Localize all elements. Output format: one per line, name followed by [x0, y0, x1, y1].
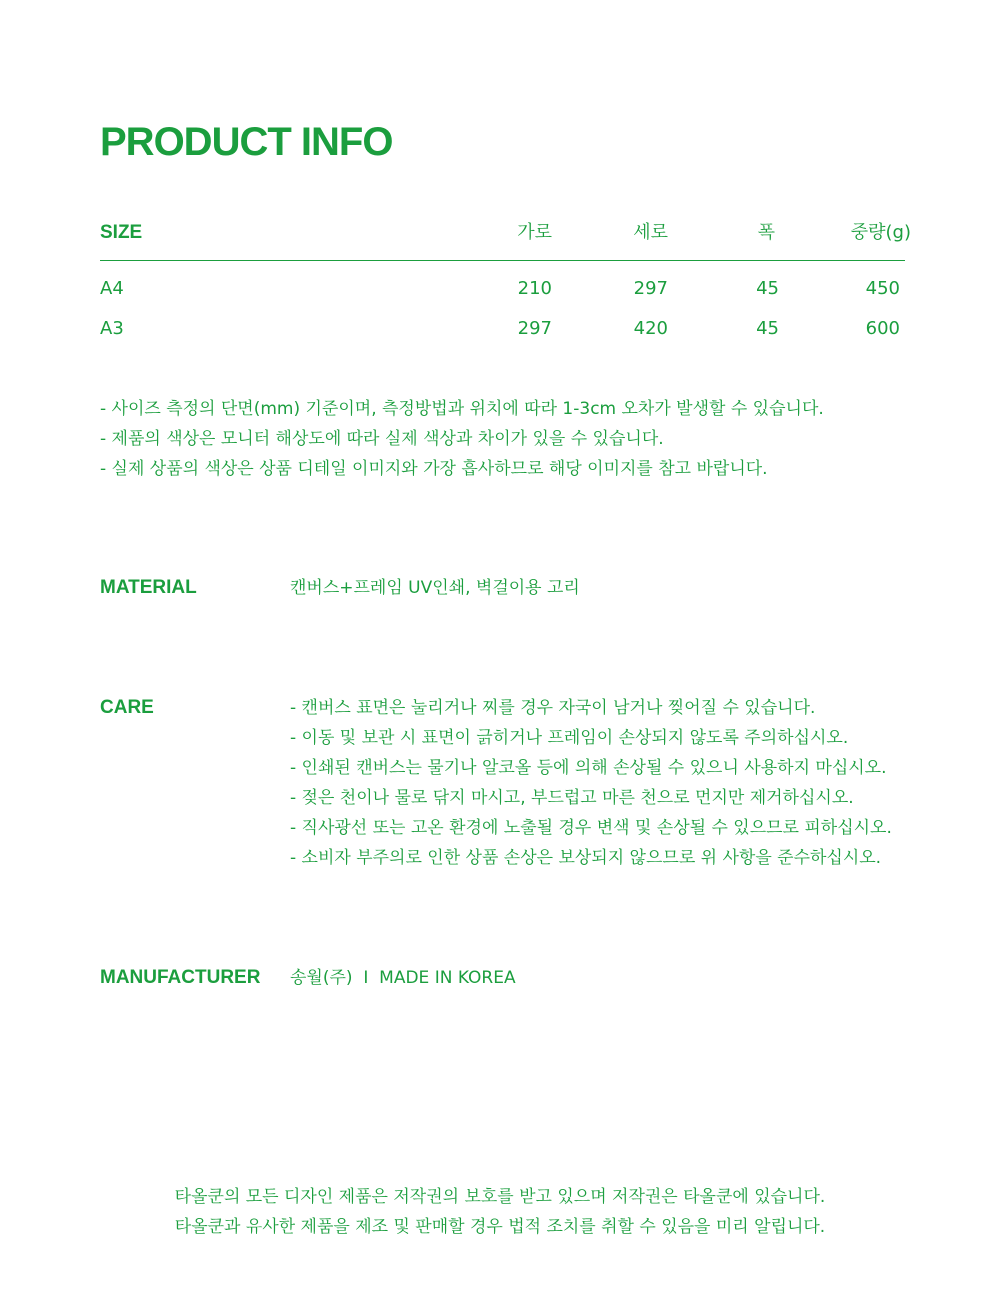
manufacturer-label: MANUFACTURER — [100, 967, 261, 988]
material-value: 캔버스+프레임 UV인쇄, 벽걸이용 고리 — [290, 578, 580, 598]
depth-value: 45 — [756, 318, 779, 339]
note-item: - 실제 상품의 색상은 상품 디테일 이미지와 가장 흡사하므로 해당 이미지를 참고 바랍니다. — [100, 459, 768, 479]
care-item: - 소비자 부주의로 인한 상품 손상은 보상되지 않으므로 위 사항을 준수하십시오. — [290, 848, 882, 868]
copyright-line: 타올쿤과 유사한 제품을 제조 및 판매할 경우 법적 조치를 취할 수 있음을 미리 알립니다. — [174, 1217, 826, 1237]
weight-value: 600 — [865, 318, 900, 339]
table-row — [100, 274, 905, 314]
height-value: 420 — [633, 318, 668, 339]
note-item: - 제품의 색상은 모니터 해상도에 따라 실제 색상과 차이가 있을 수 있습니다. — [100, 429, 664, 449]
copyright-line: 타올쿤의 모든 디자인 제품은 저작권의 보호를 받고 있으며 저작권은 타올쿤에 있습니다. — [174, 1187, 826, 1207]
column-depth-header: 폭 — [757, 222, 775, 243]
width-value: 210 — [517, 278, 552, 299]
width-value: 297 — [517, 318, 552, 339]
copyright-notice — [0, 1182, 1000, 1242]
size-name: A4 — [100, 278, 124, 299]
depth-value: 45 — [756, 278, 779, 299]
height-value: 297 — [633, 278, 668, 299]
size-table — [100, 218, 911, 339]
size-label: SIZE — [100, 222, 143, 243]
page-title: PRODUCT INFO — [100, 120, 393, 164]
care-item: - 이동 및 보관 시 표면이 긁히거나 프레임이 손상되지 않도록 주의하십시오. — [290, 728, 849, 748]
weight-value: 450 — [865, 278, 900, 299]
care-item: - 젖은 천이나 물로 닦지 마시고, 부드럽고 마른 천으로 먼지만 제거하십시오. — [290, 788, 854, 808]
care-label: CARE — [100, 697, 154, 718]
size-notes — [100, 394, 824, 484]
table-row — [100, 314, 905, 354]
care-item: - 직사광선 또는 고온 환경에 노출될 경우 변색 및 손상될 수 있으므로 피하십시오. — [290, 818, 892, 838]
size-table-header — [100, 218, 911, 261]
size-name: A3 — [100, 318, 124, 339]
manufacturer-value: 송월(주) I MADE IN KOREA — [290, 968, 516, 988]
care-list — [290, 693, 892, 873]
column-weight-header: 중량(g) — [850, 222, 911, 243]
care-item: - 인쇄된 캔버스는 물기나 알코올 등에 의해 손상될 수 있으니 사용하지 마십시오. — [290, 758, 887, 778]
column-height-header: 세로 — [633, 222, 668, 243]
care-item: - 캔버스 표면은 눌리거나 찌를 경우 자국이 남거나 찢어질 수 있습니다. — [290, 698, 816, 718]
material-label: MATERIAL — [100, 577, 197, 598]
column-width-header: 가로 — [517, 222, 552, 243]
note-item: - 사이즈 측정의 단면(mm) 기준이며, 측정방법과 위치에 따라 1-3cm 오차가 발생할 수 있습니다. — [100, 399, 824, 419]
